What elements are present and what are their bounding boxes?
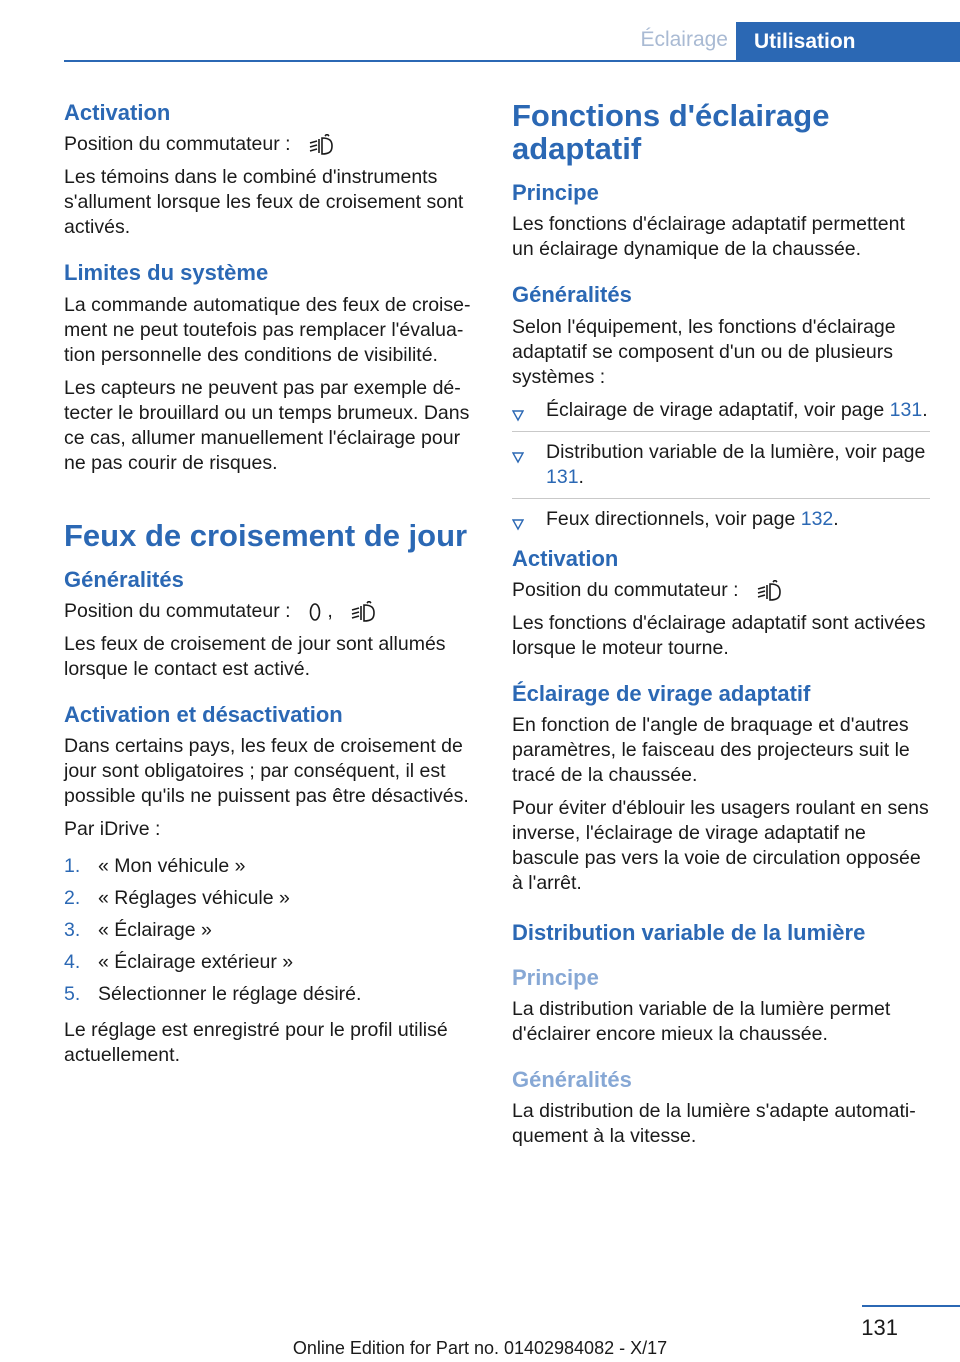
limits-heading: Limites du système [64,260,269,286]
limits-paragraph-1: La commande automatique des feux de croisement ne peut toutefois pas remplacer l'évaluation personnelle des conditions de visibilité. [64,293,471,366]
header-chapter-tab: Utilisation [736,22,960,62]
daytime-switch-separator: , [327,600,333,623]
daytime-switch-position [64,599,478,624]
triangle-bullet-icon [512,404,524,429]
footer-edition: Online Edition for Part no. 01402984082 - X/17 [292,1338,668,1358]
header-section-title: Éclairage [640,28,728,51]
list-item: 5. Sélectionner le réglage désiré. [64,983,362,1006]
principle-heading: Principe [512,179,599,205]
adaptive-switch-text: Position du commutateur : [512,578,739,601]
switch-off-icon [308,601,322,623]
variable-principle-body: La distribution variable de la lumière permet d'éclairer encore mieux la chaussée. [512,998,891,1046]
daytime-title: Feux de croisement de jour [64,517,468,553]
list-item: Éclairage de virage adaptatif, voir page 131. [512,398,930,432]
daytime-general-body: Les feux de croisement de jour sont allumés lorsque le contact est activé. [64,633,446,681]
activation-switch-position [64,132,478,157]
principle-body: Les fonctions d'éclairage adaptatif permettent un éclairage dynamique de la chaussée. [512,213,905,261]
variable-principle-heading: Principe [512,964,599,990]
adaptive-activation-heading: Activation [512,545,619,571]
daytime-activation-heading: Activation et désactivation [64,702,343,728]
variable-heading: Distribution variable de la lumière [512,920,866,946]
auto-headlight-icon [350,601,376,623]
list-item: 1. « Mon véhicule » [64,855,246,878]
triangle-bullet-icon [512,446,524,471]
activation-switch-text: Position du commutateur : [64,133,291,156]
list-item: 2. « Réglages véhicule » [64,887,290,910]
idrive-label: Par iDrive : [64,818,161,841]
right-column [512,100,930,1157]
curve-heading: Éclairage de virage adaptatif [512,680,811,706]
variable-general-heading: Généralités [512,1067,632,1093]
curve-paragraph-2: Pour éviter d'éblouir les usagers roulant en sens inverse, l'éclairage de virage adaptatif ne bascule pas vers la voie de circulation opposée à l'arrêt. [512,797,929,895]
page-link[interactable]: 132 [800,507,834,530]
daytime-switch-text: Position du commutateur : [64,600,291,623]
list-item: Feux directionnels, voir page 132. [512,507,930,532]
setting-saved-note: Le réglage est enregistré pour le profil utilisé actuellement. [64,1019,448,1067]
general-heading: Généralités [512,282,632,308]
curve-paragraph-1: En fonction de l'angle de braquage et d'autres paramètres, le faisceau des projecteurs suit le tracé de la chaussée. [512,714,910,787]
header-rule [64,60,960,62]
auto-headlight-icon [308,134,334,156]
daytime-general-heading: Généralités [64,566,184,592]
systems-list [512,398,930,532]
list-item: Distribution variable de la lumière, voir page 131. [512,440,930,499]
idrive-steps [64,850,478,1010]
triangle-bullet-icon [512,513,524,538]
page-link[interactable]: 131 [546,465,579,488]
page-number: 131 [861,1315,898,1340]
adaptive-activation-body: Les fonctions d'éclairage adaptatif sont activées lorsque le moteur tourne. [512,611,926,659]
activation-heading: Activation [64,100,171,125]
list-item: 4. « Éclairage extérieur » [64,951,294,974]
footer-rule [862,1305,960,1307]
daytime-activation-body: Dans certains pays, les feux de croisement de jour sont obligatoires ; par conséquent, il est possible qu'ils ne puissent pas être désactivés. [64,735,469,808]
page-link[interactable]: 131 [889,398,923,421]
left-column [64,100,478,1076]
adaptive-title: Fonctions d'éclairage adaptatif [512,98,830,166]
list-item: 3. « Éclairage » [64,919,212,942]
limits-paragraph-2: Les capteurs ne peuvent pas par exemple détecter le brouillard ou un temps brumeux. Dans ce cas, allumer manuellement l'éclairage pour ne pas courir de risques. [64,376,470,474]
general-body: Selon l'équipement, les fonctions d'éclairage adaptatif se composent d'un ou de plusieurs systèmes : [512,315,896,388]
adaptive-switch-position [512,578,930,603]
auto-headlight-icon [756,580,782,602]
variable-general-body: La distribution de la lumière s'adapte automatiquement à la vitesse. [512,1100,916,1148]
activation-body: Les témoins dans le combiné d'instruments s'allument lorsque les feux de croisement sont activés. [64,166,464,239]
